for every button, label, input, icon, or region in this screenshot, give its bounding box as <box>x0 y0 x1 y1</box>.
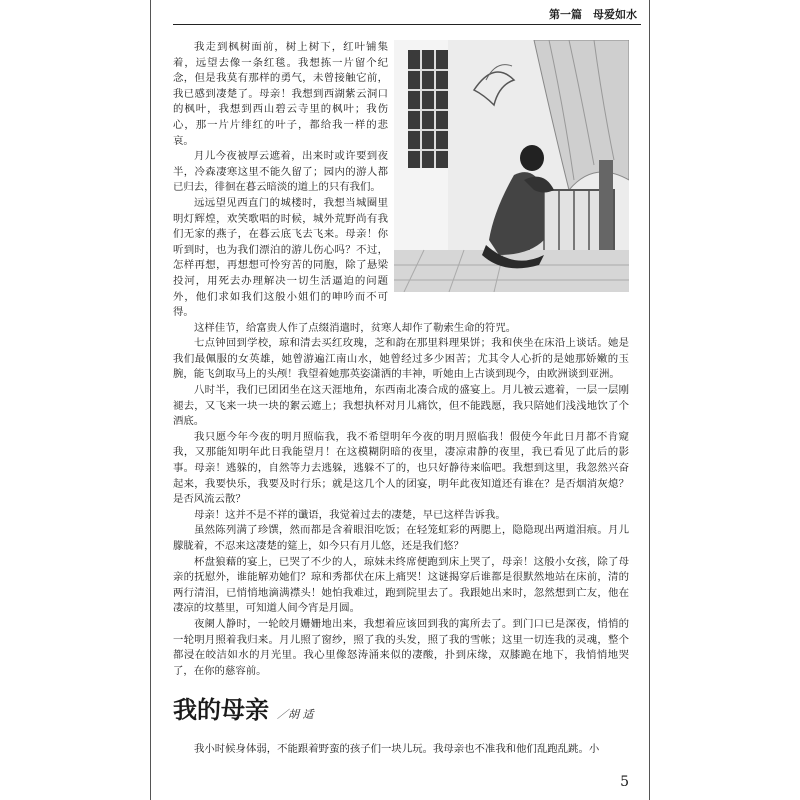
paragraph-11: 夜阑人静时，一轮皎月姗姗地出来，我想着应该回到我的寓所去了。到门口已是深夜，悄悄的一轮明月照着我归来。月儿照了窗纱，照了我的头发，照了我的雪帐；这里一切连我的灵魂，整个都浸在皎洁如水的月光里。我心里像怒涛涌来似的凄酸，扑到床缘，双膝跪在地下，我悄悄地哭了，在你的慈容前。 <box>173 617 629 677</box>
section-title: 我的母亲 <box>173 695 269 725</box>
woman-praying-illustration-icon <box>394 40 629 292</box>
page-number: 5 <box>620 774 629 790</box>
book-page <box>150 0 650 800</box>
page-content <box>173 40 629 758</box>
running-title: 第一篇 母爱如水 <box>549 8 637 21</box>
section-author: ／胡 适 <box>277 708 314 722</box>
running-header <box>151 0 649 30</box>
paragraph-2: 月儿今夜被厚云遮着，出来时或许要到夜半，冷森凄寒这里不能久留了；园内的游人都已归去，徘徊在暮云暗淡的道上的只有我们。 <box>173 150 388 194</box>
paragraph-6: 八时半，我们已团团坐在这天涯地角，东西南北凑合成的盛宴上。月儿被云遮着，一层一层刚褪去，又飞来一块一块的絮云遮上；我想执杯对月儿痛饮，但不能践愿，我只陪她们浅浅地饮了个酒底。 <box>173 384 629 428</box>
paragraph-8: 母亲！这并不是不祥的谶语，我觉着过去的凄楚，早已这样告诉我。 <box>194 508 506 521</box>
paragraph-10: 杯盘狼藉的宴上，已哭了不少的人，琼妹未终席便跑到床上哭了，母亲！这般小女孩，除了母亲的抚慰外，谁能解劝她们？琼和秀都伏在床上痛哭！这谜揭穿后谁都是很默然地站在床前，清的两行清泪，已悄悄地滴满襟头！她怕我难过，跑到院里去了。我跟她出来时，忽然想到亡友，他在凄凉的坟墓里，可知道人间今宵是月圆。 <box>173 555 629 615</box>
paragraph-3: 远远望见西直门的城楼时，我想当城圈里明灯辉煌，欢笑歌唱的时候，城外荒野尚有我们无家的燕子，在暮云底飞去飞来。母亲！你听到时，也为我们漂泊的游儿伤心吗？不过，怎样再想，再想想可怜穷苦的同胞，除了悬梁投河，用死去办理解决一切生活逼迫的问题外，他们求如我们这般小姐们的呻吟而不可得。 <box>173 196 388 319</box>
header-rule <box>173 24 641 25</box>
section-heading <box>173 695 629 730</box>
paragraph-12: 我小时候身体弱，不能跟着野蛮的孩子们一块儿玩。我母亲也不准我和他们乱跑乱跳。小 <box>194 743 600 756</box>
paragraph-7: 我只愿今年今夜的明月照临我，我不希望明年今夜的明月照临我！假使今年此日月都不肯窥我，又那能知明年此日我能望月！在这模糊阴暗的夜里，凄凉肃静的夜里，我已看见了此后的影事。母亲！逃躲的，自然等力去逃躲，逃躲不了的，也只好静待来临吧。我想到这里，我忽然兴奋起来，我要快乐，我要及时行乐；就是这几个人的团宴，明年此夜知道还有谁在？是否烟消灰熄？是否风流云散？ <box>173 430 629 506</box>
paragraph-4: 这样佳节，给富贵人作了点缀消遣时，贫寒人却作了勒索生命的符咒。 <box>194 321 517 334</box>
paragraph-1: 我走到枫树面前，树上树下，红叶铺集着，远望去像一条红毯。我想拣一片留个纪念，但是我莫有那样的勇气，未曾接触它前，我已感到凄楚了。母亲！我想到西湖紫云洞口的枫叶，我想到西山碧云寺里的枫叶；我伤心，那一片片绯红的叶子，都给我一样的悲哀。 <box>173 41 388 147</box>
paragraph-5: 七点钟回到学校，琼和清去买红玫瑰，芝和韵在那里料理果饼；我和侠坐在床沿上谈话。她是我们最佩服的女英雄，她曾游遍江南山水，她曾经过多少困苦；尤其令人心折的是她那娇嫩的玉腕，能飞剑取马上的头颅！我望着她那英姿潇洒的丰神，听她由上古谈到现今，由欧洲谈到亚洲。 <box>173 337 629 381</box>
paragraph-9: 虽然陈列满了珍馔，然而都是含着眼泪吃饭；在轻笼虹彩的两腮上，隐隐现出两道泪痕。月儿朦胧着，不忍来这凄楚的筵上，如今只有月儿悠，还是我们悠？ <box>173 524 629 552</box>
